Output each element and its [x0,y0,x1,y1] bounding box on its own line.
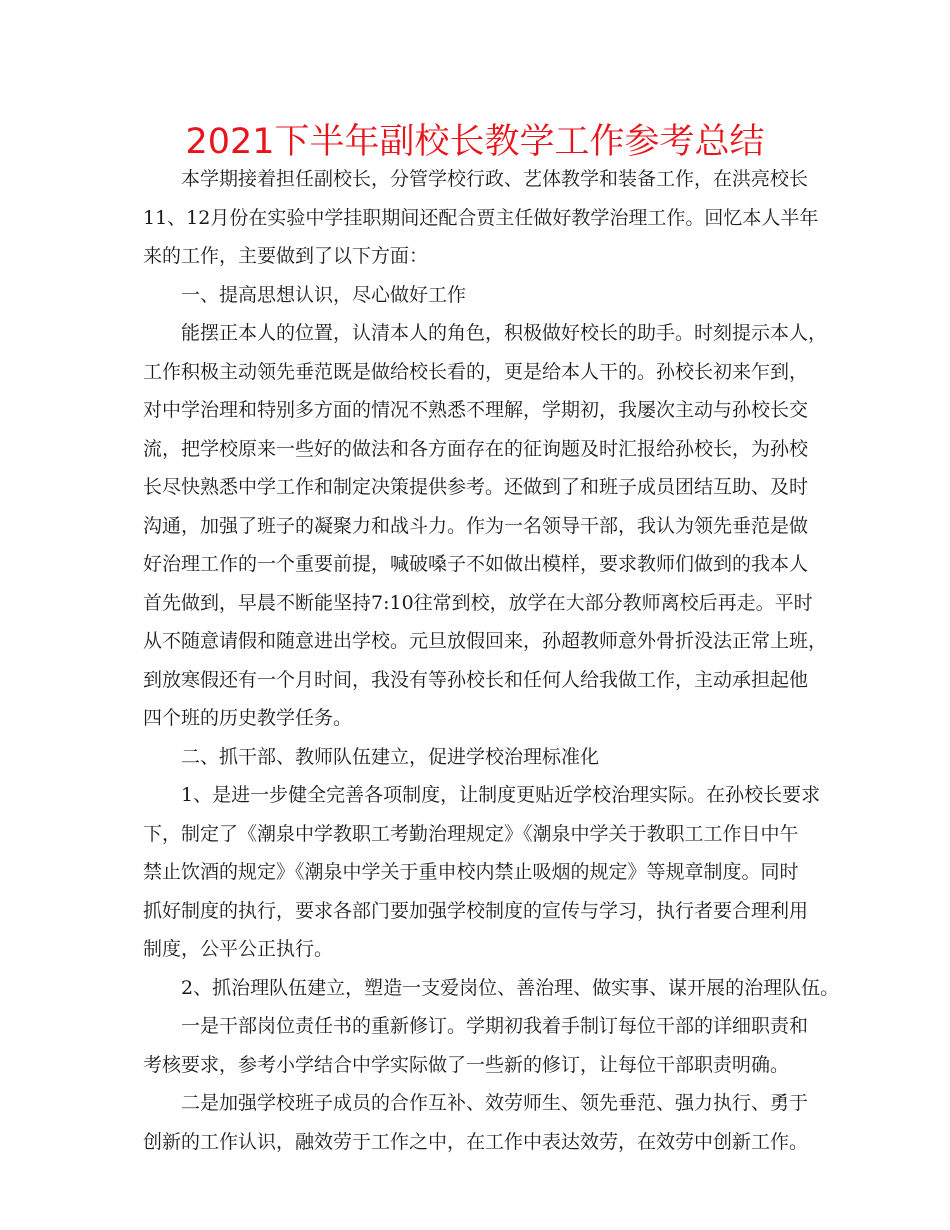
text-line: 工作积极主动领先垂范既是做给校长看的，更是给本人干的。孙校长初来乍到， [143,360,809,383]
text-line: 从不随意请假和随意进出学校。元旦放假回来，孙超教师意外骨折没法正常上班， [143,630,828,652]
text-line: 长尽快熟悉中学工作和制定决策提供参考。还做到了和班子成员团结互助、及时 [143,476,809,498]
text-line: 沟通，加强了班子的凝聚力和战斗力。作为一名领导干部，我认为领先垂范是做 [143,514,809,537]
text-line: 四个班的历史教学任务。 [143,707,353,729]
text-line: 一是干部岗位责任书的重新修订。学期初我着手制订每位干部的详细职责和 [181,1015,809,1037]
text-line: 制度，公平公正执行。 [143,938,334,960]
text-line: 本学期接着担任副校长，分管学校行政、艺体教学和装备工作，在洪亮校长 [181,168,809,190]
text-line: 首先做到，早晨不断能坚持7:10往常到校，放学在大部分教师离校后再走。平时 [143,591,813,614]
text-line: 1、是进一步健全完善各项制度，让制度更贴近学校治理实际。在孙校长要求 [181,784,821,806]
text-line: 禁止饮酒的规定》《潮泉中学关于重申校内禁止吸烟的规定》等规章制度。同时 [143,861,799,883]
document-body [143,160,840,1161]
text-line: 二、抓干部、教师队伍建立，促进学校治理标准化 [181,745,600,768]
text-line: 到放寒假还有一个月时间，我没有等孙校长和任何人给我做工作，主动承担起他 [143,668,809,691]
text-line: 抓好制度的执行，要求各部门要加强学校制度的宣传与学习，执行者要合理利用 [143,899,809,922]
text-line: 能摆正本人的位置，认清本人的角色，积极做好校长的助手。时刻提示本人， [181,322,828,344]
text-line: 11、12月份在实验中学挂职期间还配合贾主任做好教学治理工作。回忆本人半年 [143,206,819,229]
text-line: 考核要求，参考小学结合中学实际做了一些新的修订，让每位干部职责明确。 [143,1053,790,1076]
text-line: 来的工作，主要做到了以下方面： [143,245,429,267]
document-title: 2021下半年副校长教学工作参考总结 [185,122,765,162]
text-line: 下，制定了《潮泉中学教职工考勤治理规定》《潮泉中学关于教职工工作日中午 [143,822,799,845]
text-line: 创新的工作认识，融效劳于工作之中，在工作中表达效劳，在效劳中创新工作。 [143,1130,809,1153]
text-line: 好治理工作的一个重要前提，喊破嗓子不如做出模样，要求教师们做到的我本人 [143,553,809,575]
text-line: 流，把学校原来一些好的做法和各方面存在的征询题及时汇报给孙校长，为孙校 [143,437,809,460]
text-line: 2、抓治理队伍建立，塑造一支爱岗位、善治理、做实事、谋开展的治理队伍。 [181,976,840,999]
text-line: 对中学治理和特别多方面的情况不熟悉不理解，学期初，我屡次主动与孙校长交 [143,399,809,421]
text-line: 一、提高思想认识，尽心做好工作 [181,283,467,306]
text-line: 二是加强学校班子成员的合作互补、效劳师生、领先垂范、强力执行、勇于 [181,1092,809,1114]
